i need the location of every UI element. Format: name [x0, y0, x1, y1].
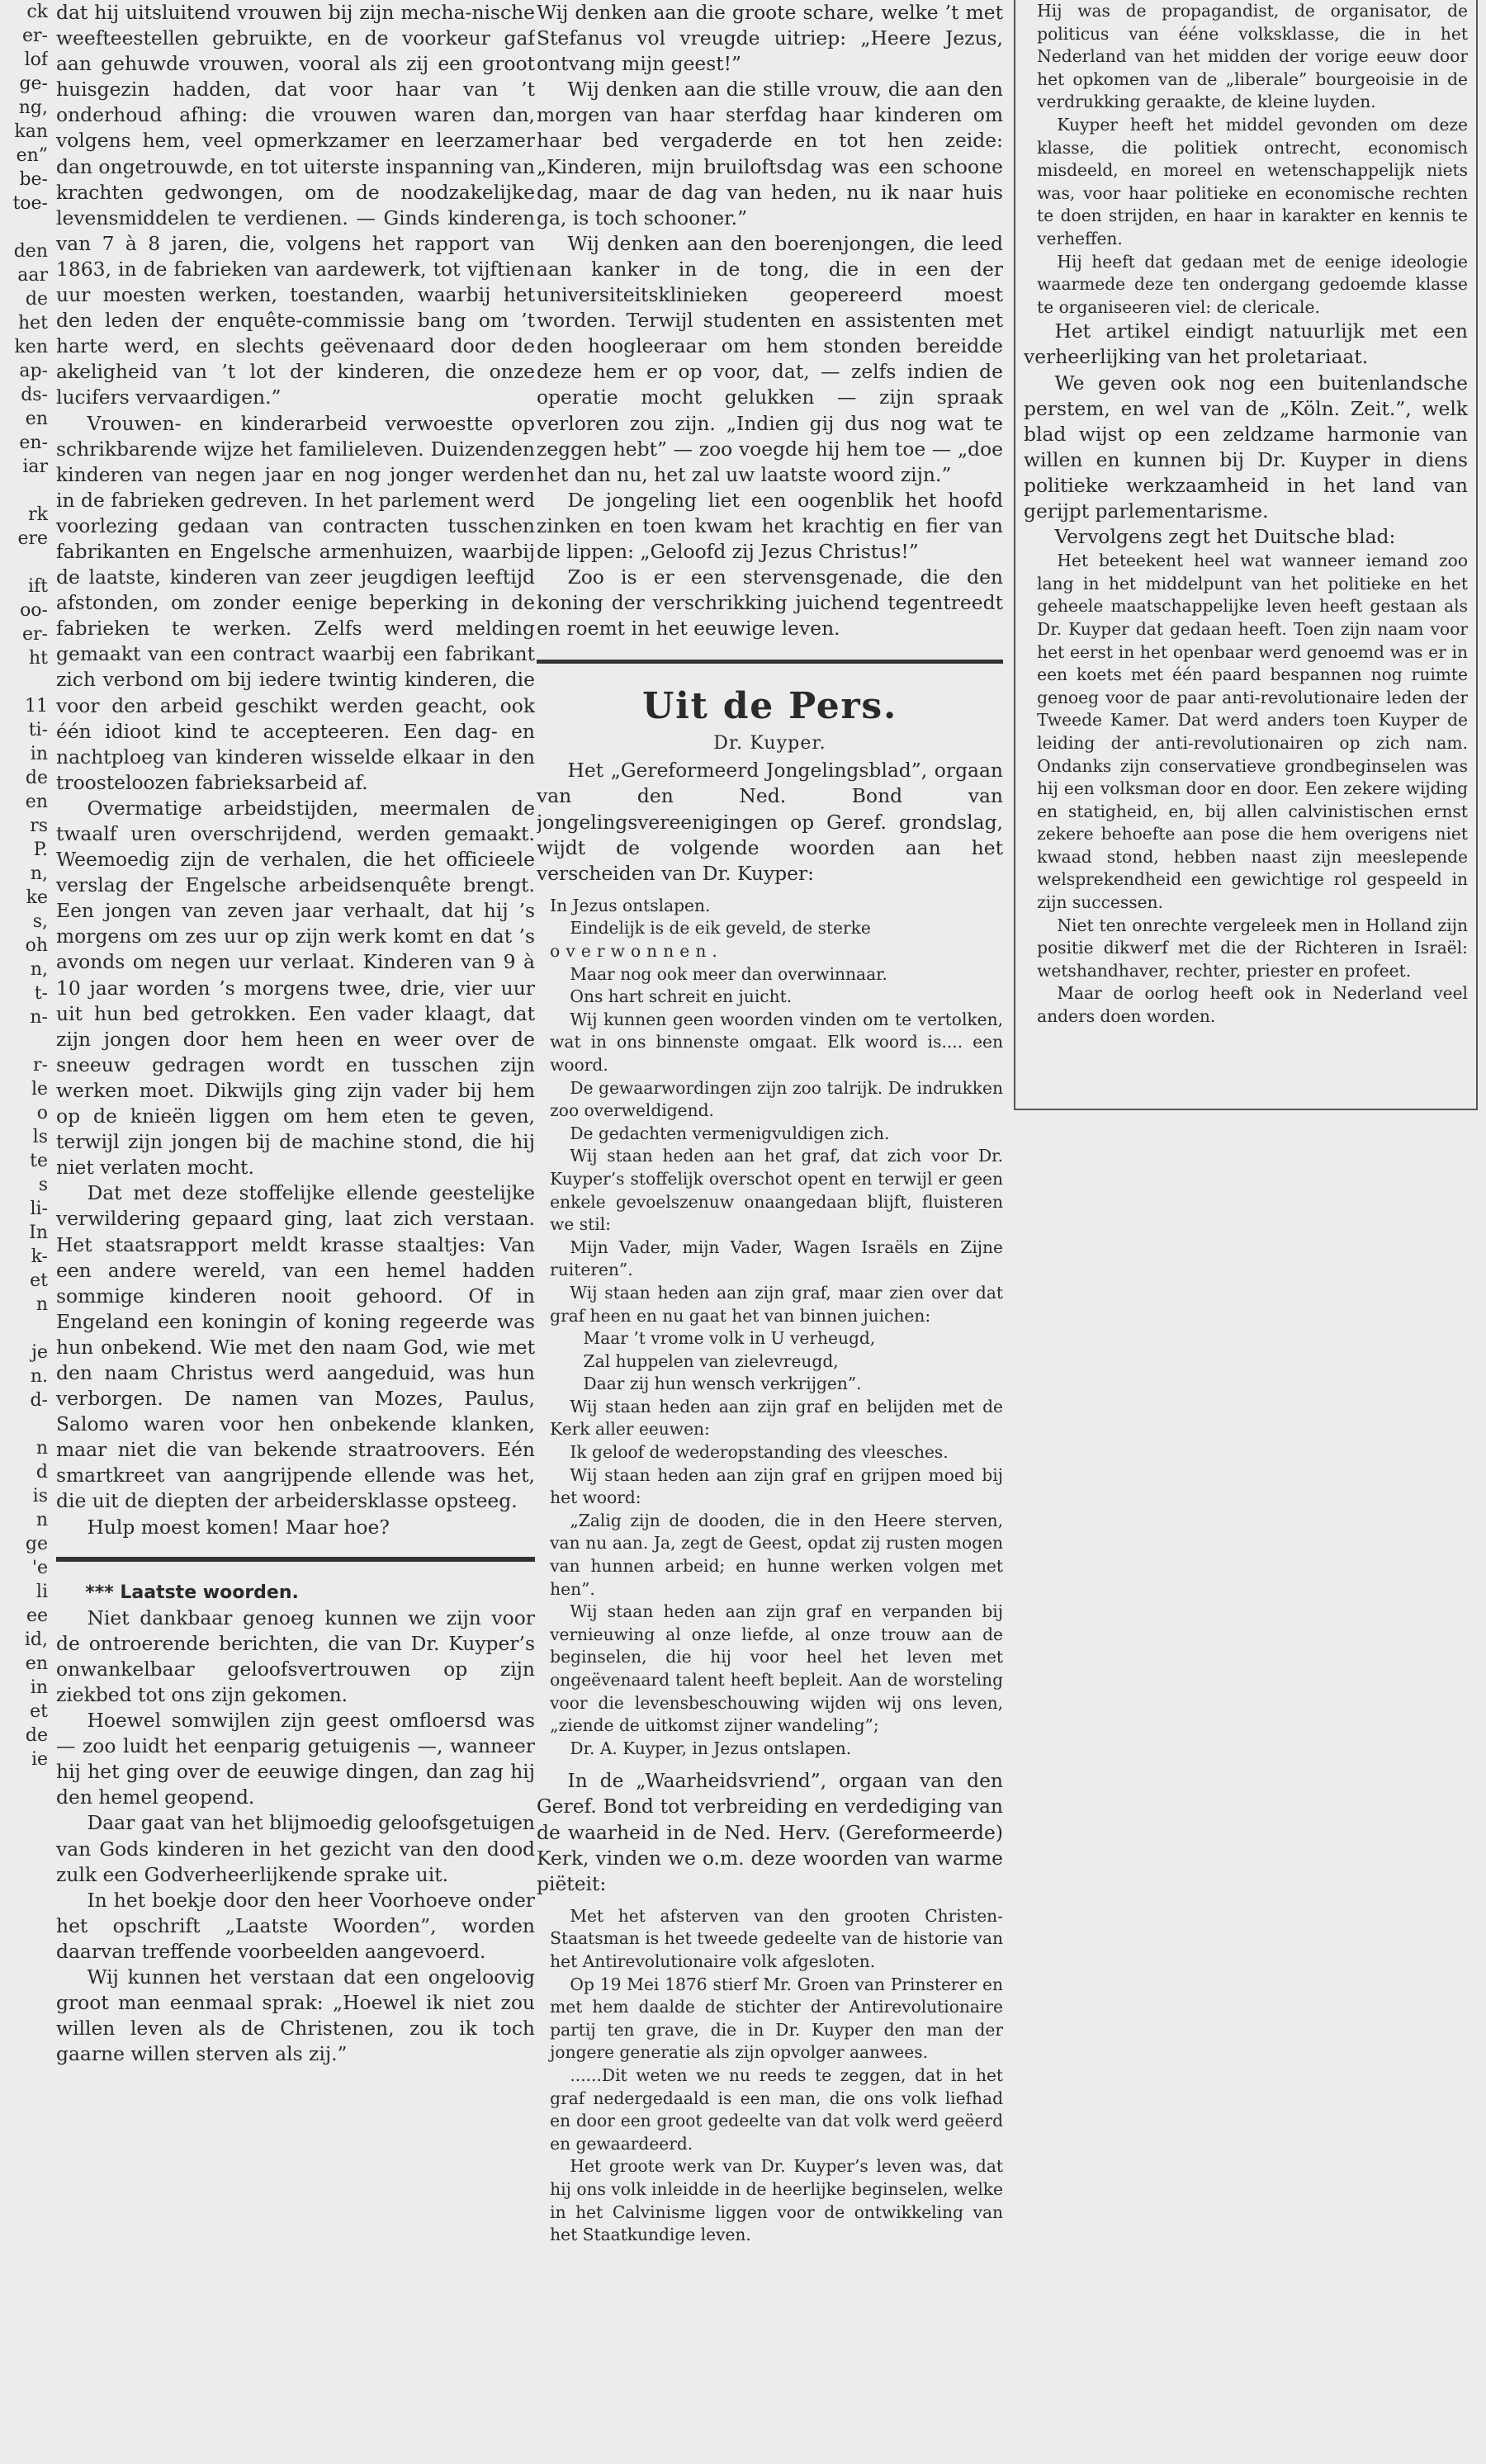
paragraph: Het artikel eindigt natuurlijk met een verheerlijking van het proletariaat.: [1024, 319, 1468, 369]
quote-line: Zal huppelen van zielevreugd,: [583, 1350, 839, 1371]
paragraph: Daar gaat van het blijmoedig geloofsgetuigen van Gods kinderen in het gezicht van den dood zulk een Godverheerlijkende sprake uit.: [56, 1811, 535, 1886]
margin-fragment: o: [36, 1103, 48, 1123]
margin-fragment: rk: [28, 504, 48, 525]
margin-fragment: ap-: [19, 361, 48, 381]
paragraph: Overmatige arbeidstijden, meermalen de twaalf uren overschrijdend, werden gemaakt. Weemoedig zijn de verhalen, die het officieele verslag der Engelsche arbeidsenquête brengt. Een jongen van zeven jaar verhaalt, dat hij ’s morgens om zes uur op zijn werk komt en dat ’s avonds om negen uur verlaat. Kinderen van 9 à 10 jaar worden ’s morgens twee, drie, vier uur uit hun bed getrokken. Een vader klaagt, dat zijn jongen door hem heen en weer over de sneeuw gedragen wordt en tusschen zijn werken moet. Dikwijls ging zijn vader bij hem op de knieën liggen om hem eten te geven, terwijl zijn jongen bij de machine stond, die hij niet verlaten mocht.: [56, 796, 535, 1180]
paragraph: Wij denken aan die groote schare, welke ’t met Stefanus vol vreugde uitriep: „Heere Jezus, ontvang mijn geest!”: [537, 1, 1003, 76]
quote-line: Eindelijk is de eik geveld, de sterke: [570, 918, 871, 939]
paragraph: Dat met deze stoffelijke ellende geestelijke verwildering gepaard ging, laat zich verstaan. Het staatsrapport meldt krasse staaltjes: Van een andere wereld, van een hemel hadden sommige kinderen nooit gehoord. Of in Engeland een koningin of koning regeerde was hun onbekend. Wie met den naam God, wie met den naam Christus werd aangeduid, was hun verborgen. De namen van Mozes, Paulus, Salomo waren voor hen onbekende klanken, maar niet die van bekende straatroovers. Eén smartkreet van aangrijpende ellende was het, die uit de diepten der arbeidersklasse opsteeg.: [56, 1181, 535, 1513]
article-divider: [56, 1557, 535, 1562]
uit-de-pers-heading: Uit de Pers.: [641, 685, 898, 728]
margin-fragment: ht: [28, 648, 48, 669]
quote-line: Mijn Vader, mijn Vader, Wagen Israëls en Zijne ruiteren”.: [550, 1237, 1003, 1280]
quote-line: overwonnen.: [550, 941, 723, 961]
margin-fragment: de: [25, 289, 48, 310]
waarheidsvriend-quote: [537, 1905, 1003, 2247]
quote-line: Op 19 Mei 1876 stierf Mr. Groen van Prinsterer en met hem daalde de stichter der Antirevolutionaire partij ten grave, die in Dr. Kuyper den man der jongere generatie als zijn opvolger aanwees.: [550, 1974, 1003, 2063]
paragraph: Hij was de propagandist, de organisator, de politicus van ééne volksklasse, die in het Nederland van het midden der vorige eeuw door het opkomen van de „liberale” bourgeoisie in de verdrukking geraakte, de kleine luyden.: [1037, 1, 1468, 112]
margin-fragment: lof: [24, 50, 48, 70]
margin-fragment: s,: [32, 911, 48, 932]
paragraph: Kuyper heeft het middel gevonden om deze klasse, die politiek ontrecht, economisch misdeeld, en moreel en wetenschappelijk niets was, voor haar politieke en economische rechten te doen strijden, en haar in karakter en kennis te verheffen.: [1037, 114, 1468, 248]
paragraph: Wij kunnen het verstaan dat een ongeloovig groot man eenmaal sprak: „Hoewel ik niet zou willen leven als de Christenen, zou ik toch gaarne willen sterven als zij.”: [56, 1965, 535, 2066]
column-1-article: [56, 0, 535, 1540]
left-margin-fragments: [0, 0, 48, 1771]
quote-line: Wij staan heden aan zijn graf en grijpen moed bij het woord:: [550, 1464, 1003, 1508]
paragraph: De jongeling liet een oogenblik het hoofd zinken en toen kwam het krachtig en fier van de lippen: „Geloofd zij Jezus Christus!”: [537, 488, 1003, 563]
paragraph: Hulp moest komen! Maar hoe?: [87, 1515, 390, 1539]
margin-fragment: en: [25, 792, 48, 812]
margin-fragment: ge: [25, 1534, 48, 1554]
margin-fragment: [0, 1029, 48, 1053]
paragraph: Het beteekent heel wat wanneer iemand zoo lang in het middelpunt van het politieke en het geheele maatschappelijke leven heeft gestaan als Dr. Kuyper dat gedaan heeft. Toen zijn naam voor het eerst in het openbaar werd genoemd was er in een koets met één paard bespannen nog ruimte genoeg voor de paar anti-revolutionaire leden der Tweede Kamer. Dat werd anders toen Kuyper de leiding der anti-revolutionairen op zich nam. Ondanks zijn conservatieve grondbeginselen was hij een volksman door en door. Een zekere wijding en statigheid, en, bij allen calvinistischen ernst zekere behoefte aan pose die hem overigens niet kwaad stond, hebben naast zijn meeslepende welsprekendheid een gewichtige rol gespeeld in zijn successen.: [1037, 551, 1468, 913]
margin-fragment: P.: [33, 839, 48, 860]
margin-fragment: ie: [31, 1749, 48, 1770]
quote-line: Wij staan heden aan het graf, dat zich voor Dr. Kuyper’s stoffelijk overschot opent en terwijl er geen enkele gevoelszenuw onaangedaan blijft, fluisteren we stil:: [550, 1146, 1003, 1235]
margin-fragment: et: [30, 1701, 48, 1722]
margin-fragment: oo-: [20, 600, 48, 621]
margin-fragment: 'e: [31, 1558, 48, 1578]
margin-fragment: [0, 479, 48, 503]
quote-line: In Jezus ontslapen.: [550, 895, 711, 915]
margin-fragment: ift: [27, 576, 48, 597]
paragraph: Niet ten onrechte vergeleek men in Holland zijn positie dikwerf met die der Richteren in Israël: wetshandhaver, rechter, priester en profeet.: [1037, 915, 1468, 981]
margin-fragment: ee: [26, 1606, 48, 1626]
jongelingsblad-quote: [537, 895, 1003, 1761]
paragraph: We geven ook nog een buitenlandsche perstem, en wel van de „Köln. Zeit.”, welk blad wijst op een zeldzame harmonie van willen en kunnen bij Dr. Kuyper in diens politieke werkzaamheid in het land van gerijpt parlementarisme.: [1024, 371, 1468, 523]
quote-line: De gewaarwordingen zijn zoo talrijk. De indrukken zoo overweldigend.: [550, 1077, 1003, 1121]
margin-fragment: n: [35, 1294, 48, 1315]
paragraph: Zoo is er een stervensgenade, die den koning der verschrikking juichend tegentreedt en roemt in het eeuwige leven.: [537, 565, 1003, 641]
margin-fragment: [0, 670, 48, 694]
margin-fragment: ck: [26, 2, 48, 22]
margin-fragment: iar: [22, 456, 48, 477]
quote-line: Maar nog ook meer dan overwinnaar.: [570, 963, 887, 984]
margin-fragment: ere: [17, 528, 48, 549]
margin-fragment: en: [25, 409, 48, 429]
margin-fragment: en”: [16, 145, 48, 166]
margin-fragment: in: [30, 1677, 48, 1698]
margin-fragment: kan: [14, 121, 48, 142]
margin-fragment: li-: [30, 1199, 48, 1219]
margin-fragment: [0, 551, 48, 575]
pers-intro: Het „Gereformeerd Jongelingsblad”, orgaan van den Ned. Bond van jongelingsvereenigingen op Geref. grondslag, wijdt de volgende woorden aan het verscheiden van Dr. Kuyper:: [537, 759, 1003, 885]
margin-fragment: n-: [30, 1007, 48, 1028]
margin-fragment: id,: [24, 1629, 48, 1650]
margin-fragment: d: [35, 1462, 48, 1483]
margin-fragment: le: [31, 1079, 48, 1100]
margin-fragment: je: [31, 1342, 48, 1363]
margin-fragment: den: [13, 241, 48, 262]
margin-fragment: [0, 1317, 48, 1341]
margin-fragment: li: [35, 1582, 48, 1602]
margin-fragment: ng,: [18, 97, 48, 118]
margin-fragment: be-: [19, 169, 48, 190]
margin-fragment: s: [38, 1175, 48, 1195]
laatste-woorden-body: [56, 1606, 535, 2068]
quote-line: Ons hart schreit en juicht.: [570, 986, 793, 1007]
paragraph: Vervolgens zegt het Duitsche blad:: [1054, 525, 1396, 549]
paragraph: Niet dankbaar genoeg kunnen we zijn voor de ontroerende berichten, die van Dr. Kuyper’s onwankelbaar geloofsvertrouwen op zijn ziekbed tot ons zijn gekomen.: [56, 1606, 535, 1706]
column-3: [1014, 0, 1478, 1029]
margin-fragment: n,: [30, 863, 48, 884]
margin-fragment: de: [25, 1725, 48, 1746]
margin-fragment: In: [29, 1223, 48, 1243]
uit-de-pers-section: [537, 683, 1003, 2246]
quote-line: Wij staan heden aan zijn graf en verpanden bij vernieuwing al onze liefde, al onze trouw aan de beginselen, die hij voor heel het leven met ongeëvenaard talent heeft bepleit. Aan de worsteling voor die levensbeschouwing wijden wij ons leven, „ziende de uitkomst zijner wandeling”;: [550, 1601, 1003, 1736]
column-2-top-article: [537, 0, 1003, 641]
paragraph: Hij heeft dat gedaan met de eenige ideologie waarmede deze ten ondergang gedoemde klasse te organiseeren viel: de clericale.: [1037, 251, 1468, 317]
quote-line: De gedachten vermenigvuldigen zich.: [570, 1123, 890, 1143]
margin-fragment: ti-: [28, 720, 48, 740]
margin-fragment: k-: [31, 1246, 48, 1267]
quote-line: Wij staan heden aan zijn graf en belijden met de Kerk aller eeuwen:: [550, 1396, 1003, 1440]
margin-fragment: te: [30, 1151, 48, 1171]
paragraph: In het boekje door den heer Voorhoeve onder het opschrift „Laatste Woorden”, worden daarvan treffende voorbeelden aangevoerd.: [56, 1888, 535, 1963]
margin-fragment: et: [30, 1270, 48, 1291]
margin-fragment: toe-: [12, 193, 48, 214]
quote-line: Wij staan heden aan zijn graf, maar zien over dat graf heen en nu gaat het van binnen juichen:: [550, 1282, 1003, 1326]
margin-fragment: in: [30, 744, 48, 764]
margin-fragment: d-: [30, 1390, 48, 1411]
quote-line: Maar ’t vrome volk in U verheugd,: [583, 1328, 876, 1349]
laatste-woorden-section: [56, 1580, 535, 2068]
quote-line: Daar zij hun wensch verkrijgen”.: [583, 1374, 862, 1394]
paragraph: Hoewel somwijlen zijn geest omfloersd was — zoo luidt het eenparig getuigenis —, wanneer hij het ging over de eeuwige dingen, dan zag hij den hemel geopend.: [56, 1709, 535, 1809]
margin-fragment: en: [25, 1653, 48, 1674]
quote-line: Ik geloof de wederopstanding des vleesches.: [570, 1442, 949, 1463]
paragraph: Wij denken aan die stille vrouw, die aan den morgen van haar sterfdag haar kinderen om haar bed vergaderde en tot hen zeide: „Kinderen, mijn bruiloftsdag was een schoone dag, maar de dag van heden, nu ik naar huis ga, is toch schooner.”: [537, 78, 1003, 229]
paragraph: Maar de oorlog heeft ook in Nederland veel anders doen worden.: [1037, 983, 1468, 1027]
margin-fragment: t-: [34, 983, 48, 1004]
quote-line: Met het afsterven van den grooten Christen-Staatsman is het tweede gedeelte van de historie van het Antirevolutionaire volk afgesloten.: [550, 1905, 1003, 1972]
margin-fragment: n.: [30, 1366, 48, 1387]
paragraph: Vrouwen- en kinderarbeid verwoestte op schrikbarende wijze het familieleven. Duizenden kinderen van negen jaar en nog jonger werden in de fabrieken gedreven. In het parlement werd voorlezing gedaan van contracten tusschen fabrikanten en Engelsche armenhuizen, waarbij de laatste, kinderen van zeer jeugdigen leeftijd afstonden, om zonder eenige beperking in de fabrieken te werken. Zelfs werd melding gemaakt van een contract waarbij een fabrikant zich verbond om bij iedere twintig kinderen, die voor den arbeid geschikt werden geacht, ook één idioot kind te accepteeren. Een dag- en nachtploeg van kinderen wisselde elkaar in den troosteloozen fabrieksarbeid af.: [56, 411, 535, 794]
quote-line: Wij kunnen geen woorden vinden om te vertolken, wat in ons binnenste omgaat. Elk woord is.... een woord.: [550, 1009, 1003, 1075]
margin-fragment: er-: [22, 26, 48, 46]
margin-fragment: n: [35, 1438, 48, 1459]
margin-fragment: rs: [30, 816, 48, 836]
section-divider: [537, 660, 1003, 664]
margin-fragment: ke: [26, 887, 48, 908]
margin-fragment: n: [35, 1510, 48, 1530]
laatste-woorden-heading: *** Laatste woorden.: [85, 1582, 299, 1603]
margin-fragment: [0, 215, 48, 239]
column-1: [56, 0, 535, 2067]
quote-line: Het groote werk van Dr. Kuyper’s leven was, dat hij ons volk inleidde in de heerlijke beginselen, welke in het Calvinisme liggen voor de ontwikkeling van het Staatkundige leven.: [550, 2156, 1003, 2245]
margin-fragment: ge-: [19, 73, 48, 94]
margin-fragment: is: [32, 1486, 48, 1506]
column-3-article: [1024, 0, 1468, 1029]
margin-fragment: ken: [14, 337, 48, 357]
paragraph: dat hij uitsluitend vrouwen bij zijn mecha-nische weefteestellen gebruikte, en de voorkeur gaf aan gehuwde vrouwen, vooral als zij een groot huisgezin hadden, dat voor haar van ’t onderhoud afhing: die vrouwen waren dan, volgens hem, veel opmerkzamer en leerzamer dan ongetrouwde, en tot uiterste inspanning van krachten gedwongen, om de noodzakelijke levensmiddelen te verdienen. — Ginds kinderen van 7 à 8 jaren, die, volgens het rapport van 1863, in de fabrieken van aardewerk, tot vijftien uur moesten werken, toestanden, waarbij het den leden der enquête-commissie bang om ’t harte werd, en slechts geëvenaard door de akeligheid van ’t lot der kinderen, die onze lucifers vervaardigen.”: [56, 1, 535, 409]
margin-fragment: 11: [25, 696, 48, 716]
uit-de-pers-subheading: Dr. Kuyper.: [713, 733, 826, 754]
paragraph: Wij denken aan den boerenjongen, die leed aan kanker in de tong, die in een der universiteitsklinieken geopereerd moest worden. Terwijl studenten en assistenten met den hoogleeraar om hem stonden bereidde deze hem er op voor, dat, — zelfs indien de operatie mocht gelukken — zijn spraak verloren zou zijn. „Indien gij dus nog wat te zeggen hebt” — zoo voegde hij hem toe — „doe het dan nu, het zal uw laatste woord zijn.”: [537, 231, 1003, 486]
margin-fragment: aar: [17, 265, 48, 286]
margin-fragment: oh: [25, 935, 48, 956]
quote-line: „Zalig zijn de dooden, die in den Heere sterven, van nu aan. Ja, zegt de Geest, opdat zij rusten mogen van hunnen arbeid; en hunne werken volgen met hen”.: [550, 1510, 1003, 1599]
margin-fragment: [0, 1412, 48, 1436]
margin-fragment: en-: [19, 433, 48, 453]
margin-fragment: n,: [30, 959, 48, 980]
margin-fragment: ds-: [21, 385, 48, 405]
margin-fragment: de: [25, 768, 48, 788]
column-2: [537, 0, 1003, 2247]
margin-fragment: r-: [33, 1055, 48, 1076]
quote-line: Dr. A. Kuyper, in Jezus ontslapen.: [570, 1738, 852, 1758]
quote-line: ......Dit weten we nu reeds te zeggen, dat in het graf nedergedaald is een man, die ons volk liefhad en door een groot gedeelte van dat volk werd geëerd en gewaardeerd.: [550, 2065, 1003, 2154]
margin-fragment: ls: [32, 1127, 48, 1147]
margin-fragment: het: [17, 313, 48, 333]
pers-intro-2: In de „Waarheidsvriend”, orgaan van den Geref. Bond tot verbreiding en verdediging van de waarheid in de Ned. Herv. (Gereformeerde) Kerk, vinden we o.m. deze woorden van warme piëteit:: [537, 1769, 1003, 1895]
margin-fragment: er-: [22, 624, 48, 645]
